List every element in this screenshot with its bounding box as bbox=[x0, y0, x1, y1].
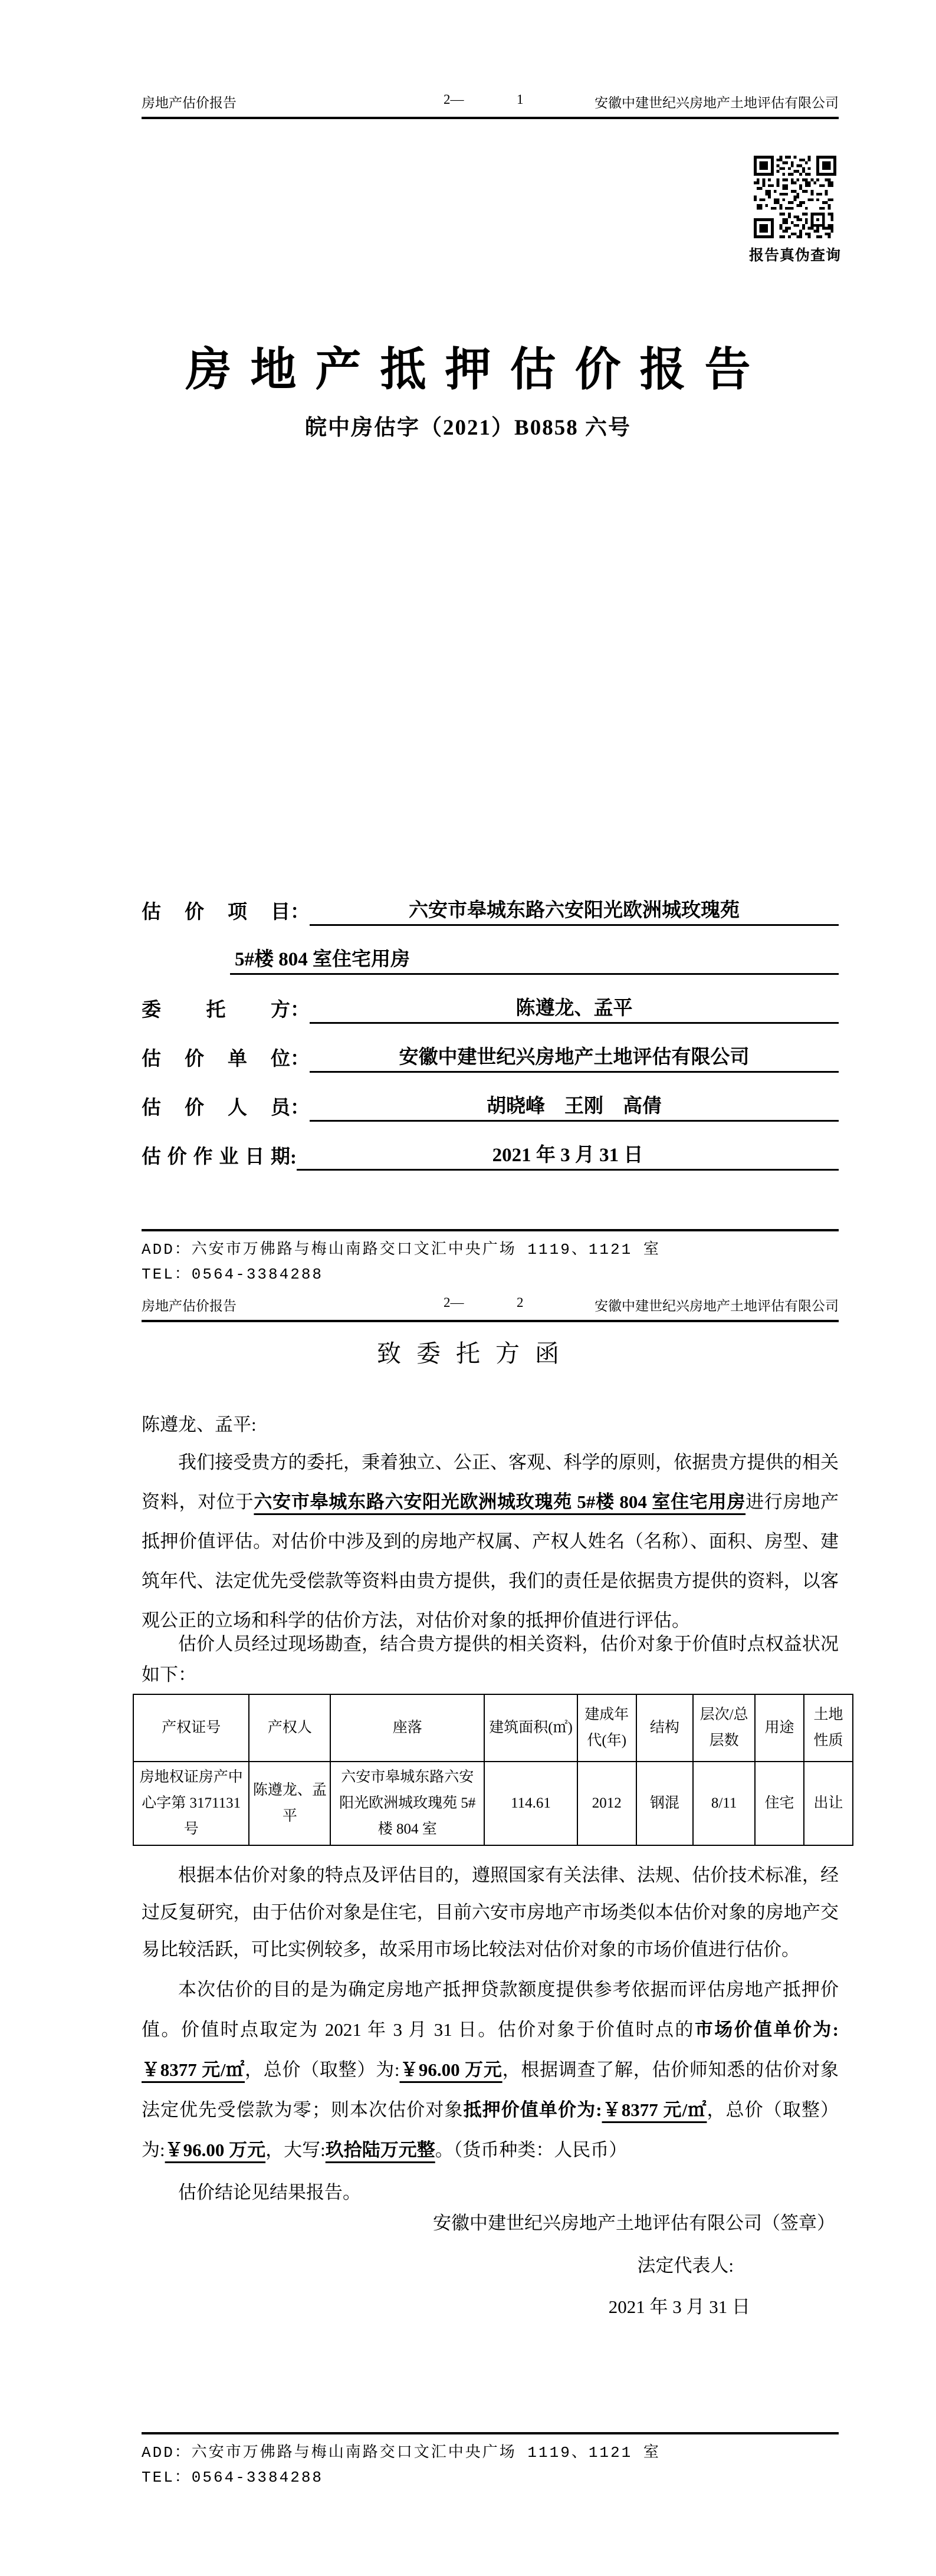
header-pagination-prefix: 2— bbox=[444, 1295, 464, 1310]
field-label-project: 估价项目 bbox=[142, 902, 290, 923]
field-colon: : bbox=[290, 1147, 297, 1168]
header-pagination-prefix: 2— bbox=[444, 92, 464, 107]
property-rights-table bbox=[133, 1694, 853, 1846]
field-colon: ： bbox=[290, 1000, 310, 1021]
qr-verification-block bbox=[738, 156, 852, 265]
field-colon: ： bbox=[290, 1049, 310, 1070]
page2-footer bbox=[142, 2432, 839, 2490]
paragraph-run: 我们接受贵方的委托，秉着独立、公正、客观、科学的原则，依据贵方提供的相关资料，对位于 bbox=[142, 1452, 839, 1512]
page2-running-header bbox=[142, 1295, 839, 1322]
field-row-project bbox=[142, 877, 839, 926]
letter-paragraph-conclusion: 估价结论见结果报告。 bbox=[178, 2182, 361, 2203]
footer-address: ADD：六安市万佛路与梅山南路交口文汇中央广场 1119、1121 室 bbox=[142, 1241, 661, 1259]
cell-location: 六安市皋城东路六安阳光欧洲城玫瑰苑 5#楼 804 室 bbox=[330, 1762, 484, 1845]
mortgage-unit-price-label: 抵押价值单价为: bbox=[463, 2099, 602, 2120]
header-page-number: 1 bbox=[517, 92, 524, 107]
signature-date: 2021 年 3 月 31 日 bbox=[608, 2296, 750, 2317]
field-value-project: 六安市皋城东路六安阳光欧洲城玫瑰苑 bbox=[310, 895, 839, 926]
footer-phone: TEL：0564-3384288 bbox=[142, 2469, 324, 2486]
field-row-project-cont bbox=[142, 926, 839, 975]
letter-paragraph-survey: 估价人员经过现场勘查，结合贵方提供的相关资料，估价对象于价值时点权益状况如下： bbox=[142, 1634, 839, 1685]
paragraph-run: ，总价（取整）为: bbox=[245, 2059, 400, 2080]
mortgage-unit-price-value: ￥8377 元/㎡ bbox=[602, 2099, 707, 2120]
qr-caption: 报告真伪查询 bbox=[748, 248, 841, 264]
paragraph-run: 。（货币种类：人民币） bbox=[435, 2140, 628, 2160]
signature-company: 安徽中建世纪兴房地产土地评估有限公司（签章） bbox=[433, 2213, 835, 2233]
col-header-certificate: 产权证号 bbox=[133, 1694, 249, 1762]
cell-floor-area: 114.61 bbox=[484, 1762, 577, 1845]
field-row-date bbox=[142, 1122, 839, 1171]
letter-paragraph-valuation bbox=[142, 1970, 839, 2170]
field-row-appraisers bbox=[142, 1073, 839, 1122]
letter-paragraph-method: 根据本估价对象的特点及评估目的，遵照国家有关法律、法规、估价技术标准，经过反复研究，由于估价对象是住宅，目前六安市房地产市场类似本估价对象的房地产交易比较活跃，可比实例较多，故采用市场比较法对估价对象的市场价值进行估价。 bbox=[142, 1865, 839, 1960]
cell-use: 住宅 bbox=[755, 1762, 804, 1845]
col-header-floor-level: 层次/总层数 bbox=[693, 1694, 755, 1762]
cell-year-built: 2012 bbox=[577, 1762, 636, 1845]
letter-title: 致委托方函 bbox=[377, 1340, 574, 1367]
price-in-words-value: 玖拾陆万元整 bbox=[325, 2140, 435, 2160]
cell-owner: 陈遵龙、孟平 bbox=[249, 1762, 330, 1845]
signature-legal-rep: 法定代表人: bbox=[637, 2255, 734, 2276]
col-header-use: 用途 bbox=[755, 1694, 804, 1762]
header-doc-type: 房地产估价报告 bbox=[142, 96, 237, 110]
report-title: 房地产抵押估价报告 bbox=[185, 344, 770, 396]
field-label-date: 估价作业日期 bbox=[142, 1146, 290, 1168]
paragraph-run: ，根据调查了解，估价师知悉的估价对象法定优先受偿款为零；则本次估价对象 bbox=[142, 2059, 839, 2120]
header-company-name: 安徽中建世纪兴房地产土地评估有限公司 bbox=[595, 1299, 839, 1313]
market-unit-price-label: 市场价值单价为: bbox=[694, 2019, 839, 2040]
paragraph-run: 进行房地产抵押价值评估。对估价中涉及到的房地产权属、产权人姓名（名称）、面积、房型、建筑年代、法定优先受偿款等资料由贵方提供，我们的责任是依据贵方提供的资料，以客观公正的立场和科学的估价方法，对估价对象的抵押价值进行评估。 bbox=[142, 1491, 839, 1631]
field-row-client bbox=[142, 975, 839, 1024]
header-doc-type: 房地产估价报告 bbox=[142, 1299, 237, 1313]
field-colon: ： bbox=[290, 1098, 310, 1119]
cover-fields bbox=[142, 877, 839, 1171]
field-value-client: 陈遵龙、孟平 bbox=[310, 993, 839, 1024]
table-header-row bbox=[133, 1694, 853, 1762]
field-label-client: 委托方 bbox=[142, 1000, 290, 1021]
qr-code bbox=[754, 156, 836, 238]
col-header-floor-area: 建筑面积(㎡) bbox=[484, 1694, 577, 1762]
property-name-emphasis: 六安市皋城东路六安阳光欧洲城玫瑰苑 5#楼 804 室住宅用房 bbox=[254, 1491, 746, 1512]
letter-paragraph-intro bbox=[142, 1443, 839, 1640]
table-data-row bbox=[133, 1762, 853, 1845]
footer-phone: TEL：0564-3384288 bbox=[142, 1266, 324, 1283]
page1-footer bbox=[142, 1229, 839, 1287]
col-header-land-nature: 土地性质 bbox=[804, 1694, 853, 1762]
market-unit-price-value: ￥8377 元/㎡ bbox=[142, 2059, 245, 2080]
field-value-project-line2: 5#楼 804 室住宅用房 bbox=[230, 944, 839, 975]
cell-floor-level: 8/11 bbox=[693, 1762, 755, 1845]
market-total-price-value: ￥96.00 万元 bbox=[399, 2059, 503, 2080]
paragraph-run: ，大写: bbox=[265, 2140, 326, 2160]
field-label-appraisers: 估价人员 bbox=[142, 1098, 290, 1119]
field-value-date: 2021 年 3 月 31 日 bbox=[297, 1139, 839, 1171]
field-value-agency: 安徽中建世纪兴房地产土地评估有限公司 bbox=[310, 1041, 839, 1073]
footer-address: ADD：六安市万佛路与梅山南路交口文汇中央广场 1119、1121 室 bbox=[142, 2444, 661, 2462]
page1-running-header bbox=[142, 92, 839, 119]
field-colon: ： bbox=[290, 902, 310, 923]
cell-certificate: 房地权证房产中心字第 3171131 号 bbox=[133, 1762, 249, 1845]
col-header-structure: 结构 bbox=[636, 1694, 693, 1762]
header-page-number: 2 bbox=[517, 1295, 524, 1310]
field-row-agency bbox=[142, 1024, 839, 1073]
field-label-agency: 估价单位 bbox=[142, 1049, 290, 1070]
header-company-name: 安徽中建世纪兴房地产土地评估有限公司 bbox=[595, 96, 839, 110]
cell-land-nature: 出让 bbox=[804, 1762, 853, 1845]
letter-salutation: 陈遵龙、孟平: bbox=[142, 1414, 257, 1435]
col-header-owner: 产权人 bbox=[249, 1694, 330, 1762]
mortgage-total-price-value: ￥96.00 万元 bbox=[165, 2140, 266, 2160]
report-doc-number: 皖中房估字（2021）B0858 六号 bbox=[305, 416, 631, 440]
field-value-appraisers: 胡晓峰 王刚 高倩 bbox=[310, 1090, 839, 1122]
col-header-location: 座落 bbox=[330, 1694, 484, 1762]
paragraph-run: 本次估价的目的是为确定房地产抵押贷款额度提供参考依据而评估房地产抵押价值。价值时点取定为 2021 年 3 月 31 日。估价对象于价值时点的 bbox=[142, 1979, 839, 2040]
paragraph-run: ，总价（取整）为: bbox=[142, 2099, 839, 2160]
cell-structure: 钢混 bbox=[636, 1762, 693, 1845]
col-header-year-built: 建成年代(年) bbox=[577, 1694, 636, 1762]
